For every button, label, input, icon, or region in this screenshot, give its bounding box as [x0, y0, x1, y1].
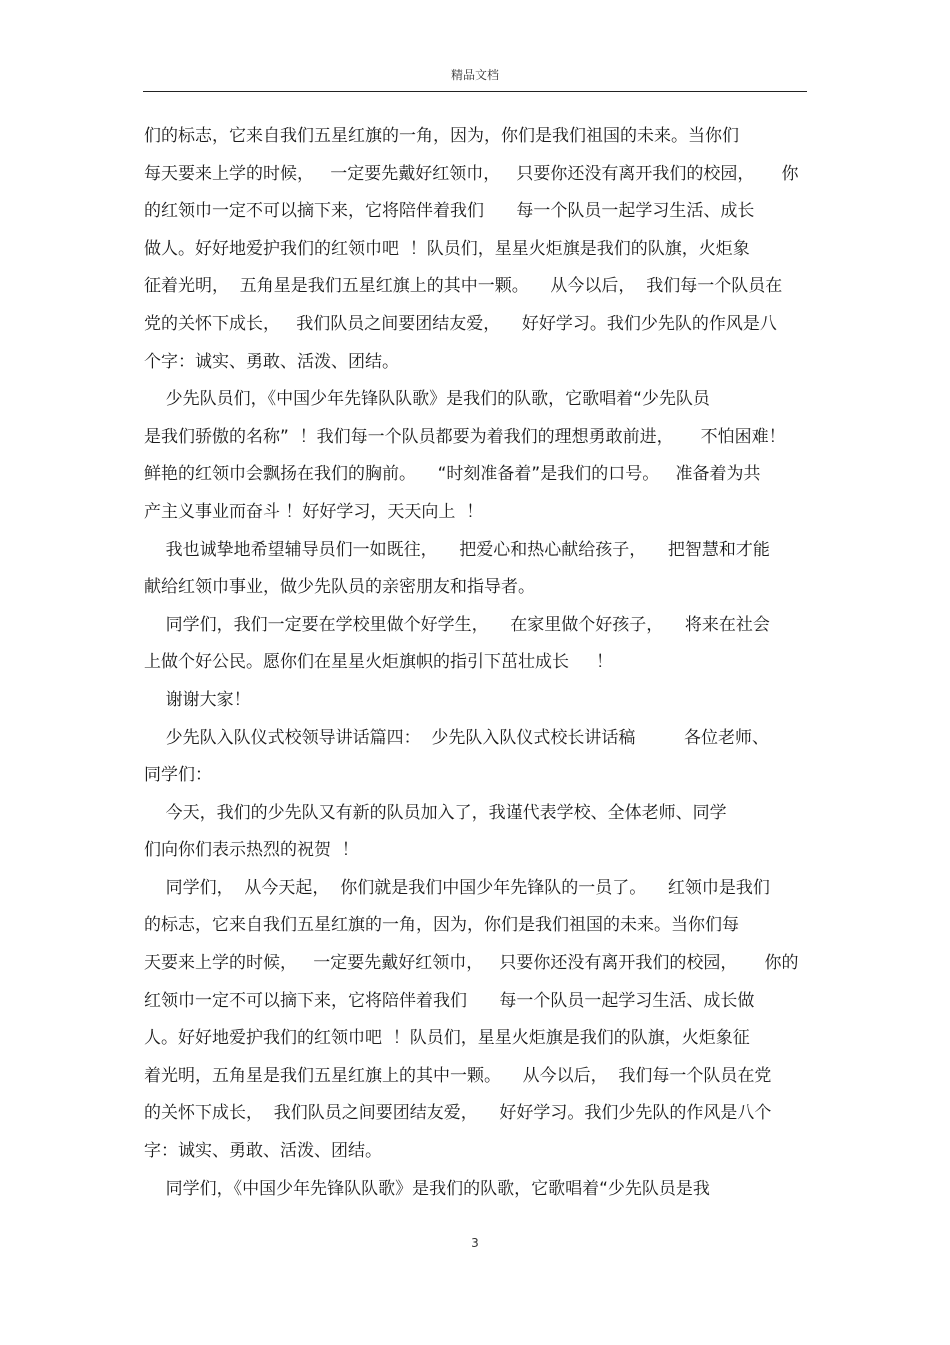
text-line: 的红领巾一定不可以摘下来，它将陪伴着我们 每一个队员一起学习生活、成长 [144, 201, 755, 222]
text-line: 是我们骄傲的名称” ！我们每一个队员都要为着我们的理想勇敢前进， 不怕困难！ [144, 426, 786, 447]
text-line: 们向你们表示热烈的祝贺 ！ [144, 840, 359, 861]
text-line: 我也诚挚地希望辅导员们一如既往， 把爱心和热心献给孩子， 把智慧和才能 [144, 539, 770, 560]
page-header-title: 精品文档 [450, 68, 499, 82]
text-line: 党的关怀下成长， 我们队员之间要团结友爱， 好好学习。我们少先队的作风是八 [144, 313, 777, 334]
text-line: 产主义事业而奋斗 ！好好学习，天天向上 ！ [144, 501, 484, 522]
text-line: 同学们， 从今天起， 你们就是我们中国少年先锋队的一员了。 红领巾是我们 [144, 877, 770, 898]
text-line: 少先队入队仪式校领导讲话篇四： 少先队入队仪式校长讲话稿 各位老师、 [144, 727, 770, 748]
text-line: 红领巾一定不可以摘下来，它将陪伴着我们 每一个队员一起学习生活、成长做 [144, 990, 755, 1011]
text-line: 同学们，《中国少年先锋队队歌》是我们的队歌，它歌唱着“少先队员是我 [144, 1178, 710, 1199]
text-line: 同学们，我们一定要在学校里做个好学生， 在家里做个好孩子， 将来在社会 [144, 614, 770, 635]
document-body [144, 118, 816, 1208]
text-line: 献给红领巾事业，做少先队员的亲密朋友和指导者。 [144, 577, 535, 598]
text-line: 今天，我们的少先队又有新的队员加入了，我谨代表学校、全体老师、同学 [144, 802, 727, 823]
text-line: 人。好好地爱护我们的红领巾吧 ！队员们，星星火炬旗是我们的队旗，火炬象征 [144, 1028, 750, 1049]
text-line: 们的标志，它来自我们五星红旗的一角，因为，你们是我们祖国的未来。当你们 [144, 126, 739, 146]
text-line: 少先队员们，《中国少年先锋队队歌》是我们的队歌，它歌唱着“少先队员 [144, 389, 710, 410]
header-divider [143, 91, 807, 92]
text-line: 的关怀下成长， 我们队员之间要团结友爱， 好好学习。我们少先队的作风是八个 [144, 1103, 772, 1124]
text-line: 的标志，它来自我们五星红旗的一角，因为，你们是我们祖国的未来。当你们每 [144, 915, 739, 936]
text-line: 谢谢大家！ [144, 689, 251, 710]
text-line: 天要来上学的时候， 一定要先戴好红领巾， 只要你还没有离开我们的校园， 你的 [144, 953, 799, 974]
text-line: 个字：诚实、勇敢、活泼、团结。 [144, 351, 399, 372]
text-line: 同学们： [144, 765, 212, 786]
text-line: 征着光明， 五角星是我们五星红旗上的其中一颗。 从今以后， 我们每一个队员在 [144, 276, 783, 297]
page-number: 3 [471, 1236, 479, 1250]
text-line: 字：诚实、勇敢、活泼、团结。 [144, 1141, 382, 1162]
text-line: 着光明，五角星是我们五星红旗上的其中一颗。 从今以后， 我们每一个队员在党 [144, 1065, 772, 1086]
text-line: 每天要来上学的时候， 一定要先戴好红领巾， 只要你还没有离开我们的校园， 你 [144, 163, 799, 184]
text-line: 鲜艳的红领巾会飘扬在我们的胸前。 “时刻准备着”是我们的口号。 准备着为共 [144, 464, 761, 485]
text-line: 上做个好公民。愿你们在星星火炬旗帜的指引下茁壮成长 ！ [144, 652, 614, 673]
text-line: 做人。好好地爱护我们的红领巾吧 ！队员们，星星火炬旗是我们的队旗，火炬象 [144, 238, 750, 259]
